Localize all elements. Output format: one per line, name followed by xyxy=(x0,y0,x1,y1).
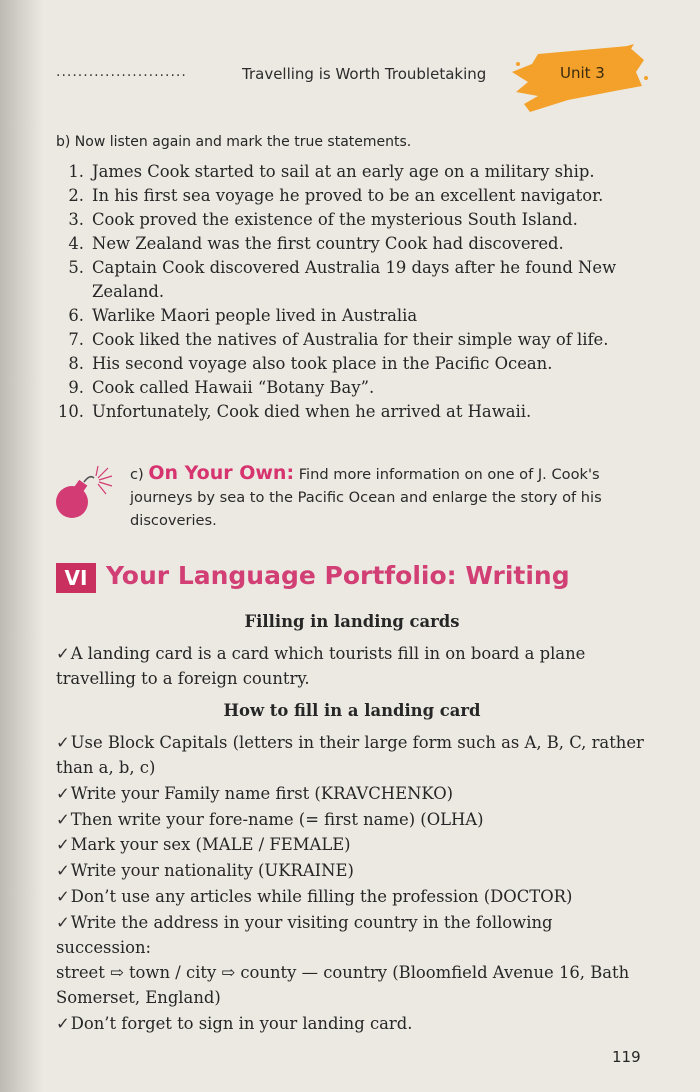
rule-item: ✓Write your nationality (UKRAINE) xyxy=(56,861,354,880)
subheading-filling: Filling in landing cards xyxy=(244,612,460,631)
list-item: 5. Captain Cook discovered Australia 19 days after he found New Zealand. xyxy=(68,258,617,301)
on-your-own-block xyxy=(54,462,650,534)
definition-paragraph: ✓A landing card is a card which tourists fill in on board a plane travelling to a foreign country. xyxy=(56,644,586,688)
rule-item: ✓Don’t forget to sign in your landing card. xyxy=(56,1014,413,1033)
listening-instruction: b) Now listen again and mark the true statements. xyxy=(56,134,412,150)
list-item: 8. His second voyage also took place in the Pacific Ocean. xyxy=(68,354,553,373)
list-item: 7. Cook liked the natives of Australia for their simple way of life. xyxy=(68,330,609,349)
header-leader-dots: ........................ xyxy=(56,64,187,80)
list-item: 9. Cook called Hawaii “Botany Bay”. xyxy=(68,378,375,397)
unit-label: Unit 3 xyxy=(560,64,605,82)
list-item: 3. Cook proved the existence of the mysterious South Island. xyxy=(68,210,578,229)
address-order: street ⇨ town / city ⇨ county — country (Bloomfield Avenue 16, Bath Somerset, England) xyxy=(56,963,630,1007)
list-item: 10. Unfortunately, Cook died when he arrived at Hawaii. xyxy=(57,402,532,421)
subheading-how-to: How to fill in a landing card xyxy=(223,701,481,720)
page-number: 119 xyxy=(612,1048,641,1066)
rule-item: ✓Then write your fore-name (= first name) (OLHA) xyxy=(56,810,484,829)
running-header xyxy=(56,62,516,88)
rule-item: ✓Write your Family name first (KRAVCHENKO) xyxy=(56,784,454,803)
on-your-own-text: c) On Your Own: Find more information on one of J. Cook's journeys by sea to the Pacific Ocean and enlarge the story of his discoveries. xyxy=(130,462,602,529)
rule-item: ✓Don’t use any articles while filling the profession (DOCTOR) xyxy=(56,887,573,906)
list-item: 6. Warlike Maori people lived in Australia xyxy=(68,306,418,325)
list-item: 2. In his first sea voyage he proved to be an excellent navigator. xyxy=(68,186,604,205)
unit-badge xyxy=(508,42,648,114)
section-title: Your Language Portfolio: Writing xyxy=(106,561,570,590)
header-title: Travelling is Worth Troubletaking xyxy=(242,65,487,83)
on-your-own-label: On Your Own: xyxy=(148,462,295,484)
rule-item: ✓Write the address in your visiting country in the following succession: xyxy=(56,913,553,957)
bomb-icon xyxy=(54,466,118,522)
list-item: 1. James Cook started to sail at an early age on a military ship. xyxy=(68,162,595,181)
book-spine-shadow xyxy=(0,0,44,1092)
section-numeral: VI xyxy=(56,563,96,593)
list-item: 4. New Zealand was the first country Cook had discovered. xyxy=(68,234,564,253)
rule-item: ✓Mark your sex (MALE / FEMALE) xyxy=(56,835,351,854)
rule-item: ✓Use Block Capitals (letters in their large form such as A, B, C, rather than a, b, c) xyxy=(56,733,644,777)
statements-list xyxy=(56,160,648,424)
